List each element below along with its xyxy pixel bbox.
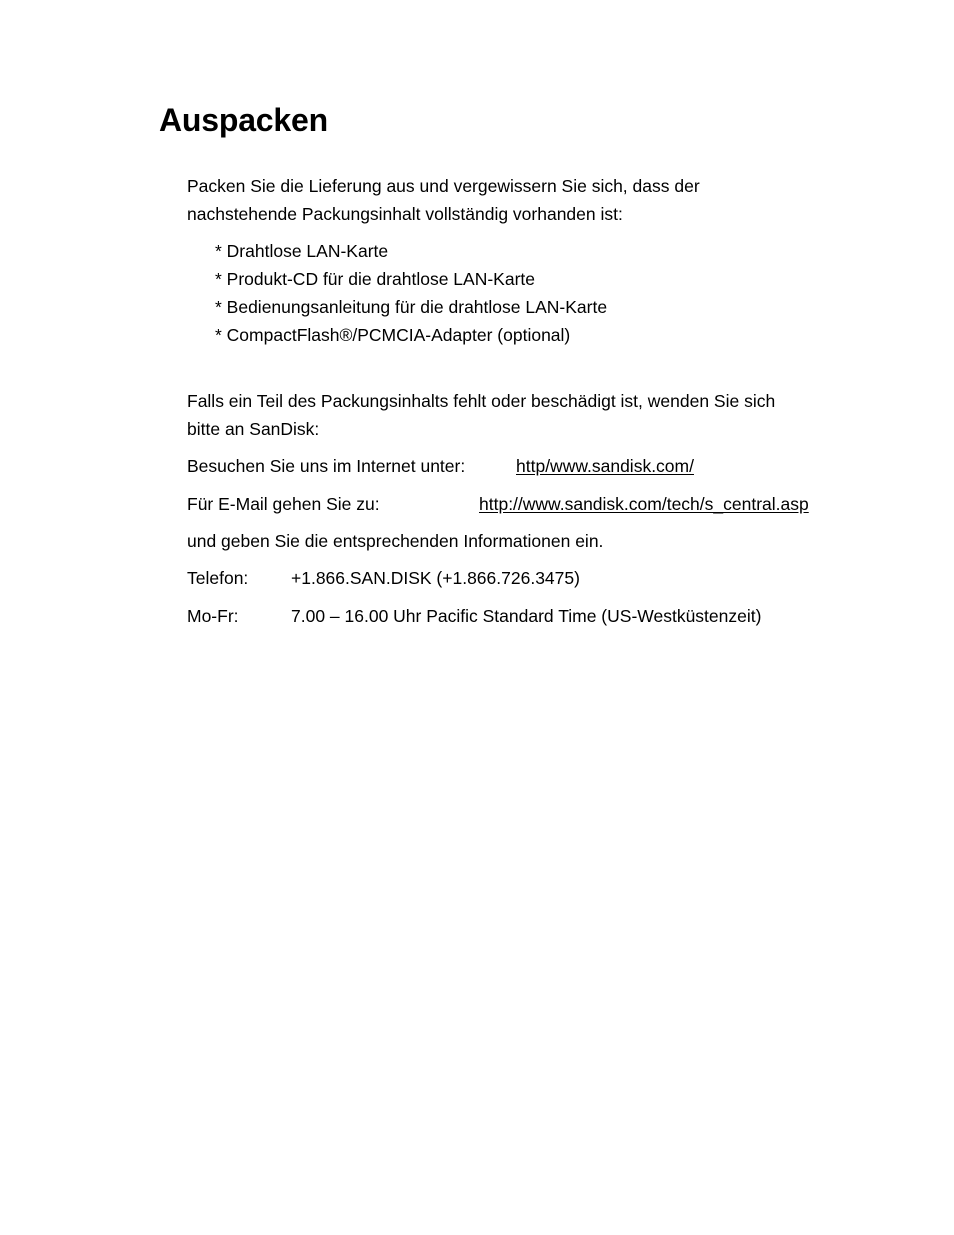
phone-label: Telefon: — [187, 568, 249, 588]
internet-label: Besuchen Sie uns im Internet unter: — [187, 456, 466, 476]
hours-label: Mo-Fr: — [187, 606, 239, 626]
missing-line-2: bitte an SanDisk: — [187, 419, 320, 439]
missing-line-1: Falls ein Teil des Packungsinhalts fehlt oder beschädigt ist, wenden Sie sich — [187, 391, 776, 411]
contents-item-adapter: * CompactFlash®/PCMCIA-Adapter (optional) — [215, 325, 571, 345]
page-title: Auspacken — [159, 102, 328, 138]
phone-number: +1.866.SAN.DISK (+1.866.726.3475) — [291, 568, 580, 588]
intro-line-1: Packen Sie die Lieferung aus und vergewissern Sie sich, dass der — [187, 176, 700, 196]
email-support-link[interactable]: http://www.sandisk.com/tech/s_central.asp — [479, 494, 809, 514]
contents-item-product-cd: * Produkt-CD für die drahtlose LAN-Karte — [215, 269, 535, 289]
hours-value: 7.00 – 16.00 Uhr Pacific Standard Time (US-Westküstenzeit) — [291, 606, 762, 626]
enter-info-text: und geben Sie die entsprechenden Informationen ein. — [187, 531, 604, 551]
contents-item-wlan-card: * Drahtlose LAN-Karte — [215, 241, 389, 261]
contents-item-manual: * Bedienungsanleitung für die drahtlose LAN-Karte — [215, 297, 608, 317]
intro-line-2: nachstehende Packungsinhalt vollständig vorhanden ist: — [187, 204, 623, 224]
email-label: Für E-Mail gehen Sie zu: — [187, 494, 380, 514]
internet-link[interactable]: http/www.sandisk.com/ — [516, 456, 694, 476]
